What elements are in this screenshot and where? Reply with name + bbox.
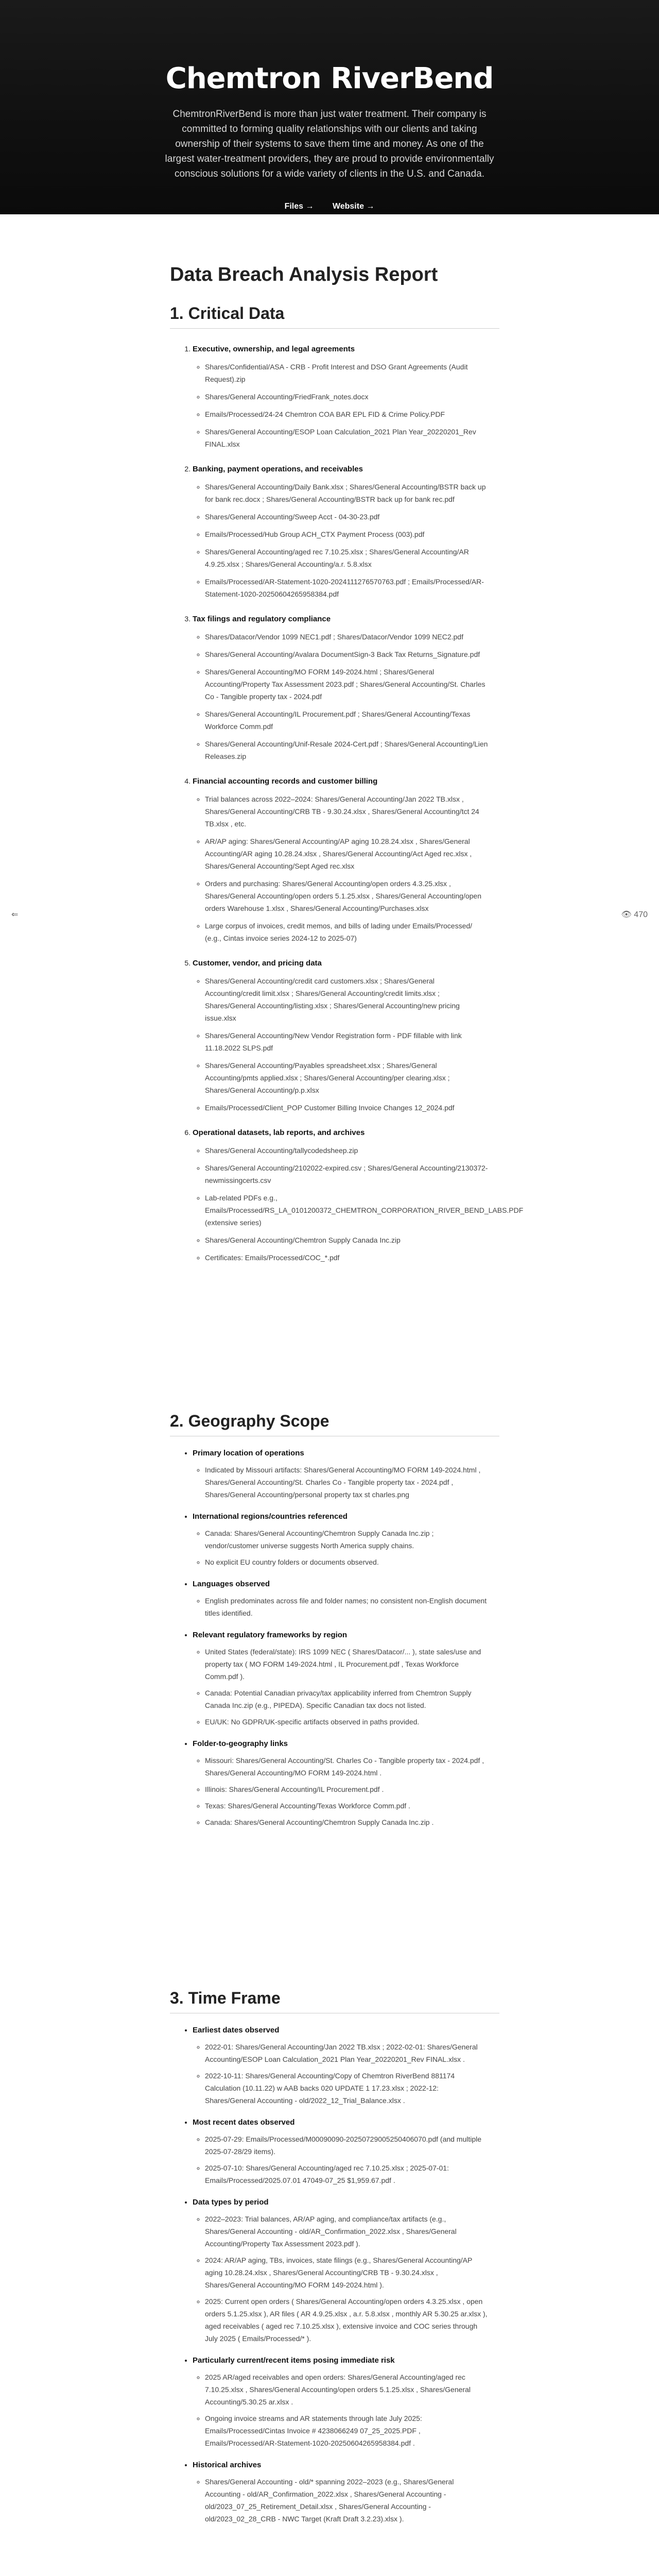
file-path-item: ◦ Shares/General Accounting/Avalara DocumentSign-3 Back Tax Returns_Signature.pdf xyxy=(205,648,489,660)
file-path-item: ◦ Missouri: Shares/General Accounting/St. Charles Co - Tangible property tax - 2024.pdf , Shares/General Accounting/MO FORM 149-2024.html . xyxy=(205,1754,489,1779)
category-heading: • Primary location of operations xyxy=(193,1449,304,1458)
file-path-item: ◦ Large corpus of invoices, credit memos, and bills of lading under Emails/Processed/ (e.g., Cintas invoice series 2024-12 to 2025-07) xyxy=(205,920,489,944)
file-path-item: ◦ Shares/General Accounting/Sweep Acct - 04-30-23.pdf xyxy=(205,511,489,523)
category-items xyxy=(193,1144,524,1264)
category-items xyxy=(193,361,489,450)
file-path-item: ◦ Emails/Processed/24-24 Chemtron COA BAR EPL FID & Crime Policy.PDF xyxy=(205,408,489,420)
file-path-item: ◦ 2025-07-29: Emails/Processed/M00090090-20250729005250406070.pdf (and multiple 2025-07-28/29 items). xyxy=(205,2133,489,2158)
file-path-item: ◦ Canada: Shares/General Accounting/Chemtron Supply Canada Inc.zip ; vendor/customer universe suggests North America supply chains. xyxy=(205,1527,489,1552)
company-description: ChemtronRiverBend is more than just water treatment. Their company is committed to forming quality relationships with our clients and taking ownership of their systems to save them time and money. As one of the largest water-treatment providers, they are proud to provide environmentally conscious solutions for a wide variety of clients in the U.S. and Canada. xyxy=(165,109,494,179)
category-heading: 2. Banking, payment operations, and receivables xyxy=(193,465,363,473)
category-item xyxy=(193,2354,489,2449)
category-items xyxy=(193,631,489,762)
file-path-item: ◦ Shares/General Accounting/Chemtron Supply Canada Inc.zip xyxy=(205,1234,489,1246)
back-arrow-icon[interactable]: ⇐ xyxy=(11,910,19,919)
category-items xyxy=(193,1646,489,1728)
category-heading: • Languages observed xyxy=(193,1580,270,1588)
category-item xyxy=(193,1447,489,1501)
category-items xyxy=(193,793,489,944)
file-path-item: ◦ 2025-07-10: Shares/General Accounting/aged rec 7.10.25.xlsx ; 2025-07-01: Emails/Processed/2025.07.01 47049-07_25 $1,959.67.pdf . xyxy=(205,2162,489,2187)
category-heading: • International regions/countries referenced xyxy=(193,1512,348,1521)
files-link[interactable]: Files → xyxy=(284,202,314,211)
file-path-item: ◦ Texas: Shares/General Accounting/Texas Workforce Comm.pdf . xyxy=(205,1800,489,1812)
file-path-item: ◦ United States (federal/state): IRS 1099 NEC ( Shares/Datacor/... ), state sales/use and property tax ( MO FORM 149-2024.html , IL Procurement.pdf , Texas Workforce Comm.pdf ). xyxy=(205,1646,489,1683)
category-items xyxy=(193,1527,489,1568)
file-path-item: ◦ Emails/Processed/Client_POP Customer Billing Invoice Changes 12_2024.pdf xyxy=(205,1101,489,1114)
geography-list xyxy=(180,1447,489,1838)
file-path-item: ◦ Indicated by Missouri artifacts: Shares/General Accounting/MO FORM 149-2024.html , Shares/General Accounting/St. Charles Co - Tangible property tax - 2024.pdf , Shares/General Accounting/personal property tax st charles.png xyxy=(205,1464,489,1501)
file-path-item: ◦ AR/AP aging: Shares/General Accounting/AP aging 10.28.24.xlsx , Shares/General Accounting/AR aging 10.28.24.xlsx , Shares/General Accounting/Act Aged rec.xlsx , Shares/General Accounting/Sept Aged rec.xlsx xyxy=(205,835,489,872)
file-path-item: ◦ Shares/Confidential/ASA - CRB - Profit Interest and DSO Grant Agreements (Audit Request).zip xyxy=(205,361,489,385)
category-item xyxy=(193,2116,489,2187)
file-path-item: ◦ Certificates: Emails/Processed/COC_*.pdf xyxy=(205,1251,489,1264)
category-items xyxy=(193,2213,489,2345)
category-items xyxy=(193,2476,489,2525)
file-path-item: ◦ Emails/Processed/AR-Statement-1020-2024111276570763.pdf ; Emails/Processed/AR-Statement-1020-20250604265958384.pdf xyxy=(205,575,489,600)
company-name: Chemtron RiverBend xyxy=(165,62,494,95)
file-path-item: ◦ Shares/General Accounting/New Vendor Registration form - PDF fillable with link 11.18.2022 SLPS.pdf xyxy=(205,1029,489,1054)
view-count: 👁 470 xyxy=(621,910,648,919)
category-item xyxy=(193,1510,489,1568)
category-item xyxy=(193,1737,489,1828)
category-item xyxy=(193,2196,489,2345)
category-heading: 4. Financial accounting records and customer billing xyxy=(193,777,378,786)
file-path-item: ◦ Shares/General Accounting/tallycodedsheep.zip xyxy=(205,1144,489,1157)
timeframe-categories xyxy=(180,2024,489,2525)
file-path-item: ◦ Shares/General Accounting/credit card customers.xlsx ; Shares/General Accounting/credit limit.xlsx ; Shares/General Accounting/credit limits.xlsx ; Shares/General Accounting/listing.xlsx ; Shares/General Accounting/new pricing issue.xlsx xyxy=(205,975,489,1024)
file-path-item: ◦ Shares/General Accounting - old/* spanning 2022–2023 (e.g., Shares/General Accounting - old/AR_Confirmation_2022.xlsx , Shares/General Accounting - old/2023_07_25_Retirement_Detail.xlsx , Shares/General Accounting - old/2023_02_28_CRB - NWC Target (Kraft Draft 3.2.23).xlsx ). xyxy=(205,2476,489,2525)
category-heading: 5. Customer, vendor, and pricing data xyxy=(193,959,322,968)
section-geography-scope: 2. Geography Scope xyxy=(170,1412,499,1436)
category-items xyxy=(193,1464,489,1501)
section-time-frame: 3. Time Frame xyxy=(170,1989,499,2013)
file-path-item: ◦ Shares/General Accounting/Daily Bank.xlsx ; Shares/General Accounting/BSTR back up for bank rec.docx ; Shares/General Accounting/BSTR back up for bank rec.pdf xyxy=(205,481,489,505)
category-items xyxy=(193,1754,489,1828)
category-item xyxy=(193,1578,489,1619)
category-heading: • Data types by period xyxy=(193,2198,269,2207)
category-item xyxy=(193,775,489,944)
file-path-item: ◦ EU/UK: No GDPR/UK-specific artifacts observed in paths provided. xyxy=(205,1716,489,1728)
category-heading: • Most recent dates observed xyxy=(193,2118,295,2127)
geography-categories xyxy=(180,1447,489,1828)
file-path-item: ◦ Trial balances across 2022–2024: Shares/General Accounting/Jan 2022 TB.xlsx , Shares/General Accounting/CRB TB - 9.30.24.xlsx , Shares/General Accounting/tct 24 TB.xlsx , etc. xyxy=(205,793,489,830)
category-items xyxy=(193,2041,489,2107)
file-path-item: ◦ Shares/General Accounting/Payables spreadsheet.xlsx ; Shares/General Accounting/pmts applied.xlsx ; Shares/General Accounting/per clearing.xlsx ; Shares/General Accounting/p.p.xlsx xyxy=(205,1059,489,1096)
file-path-item: ◦ Shares/General Accounting/IL Procurement.pdf ; Shares/General Accounting/Texas Workforce Comm.pdf xyxy=(205,708,489,733)
category-heading: 1. Executive, ownership, and legal agreements xyxy=(193,345,355,353)
category-heading: • Historical archives xyxy=(193,2461,262,2469)
file-path-item: ◦ Shares/General Accounting/aged rec 7.10.25.xlsx ; Shares/General Accounting/AR 4.9.25.xlsx ; Shares/General Accounting/a.r. 5.8.xlsx xyxy=(205,546,489,570)
file-path-item: ◦ 2022–2023: Trial balances, AR/AP aging, and compliance/tax artifacts (e.g., Shares/General Accounting - old/AR_Confirmation_2022.xlsx , Shares/General Accounting/Property Tax Assessment 2023.pdf ). xyxy=(205,2213,489,2250)
time-frame-list xyxy=(180,2024,489,2534)
file-path-item: ◦ 2025 AR/aged receivables and open orders: Shares/General Accounting/aged rec 7.10.25.xlsx , Shares/General Accounting/open orders 5.1.25.xlsx , Shares/General Accounting/5.30.25 ar.xlsx . xyxy=(205,2371,489,2408)
category-item xyxy=(193,1629,489,1728)
critical-data-list xyxy=(180,343,524,1276)
category-heading: • Folder-to-geography links xyxy=(193,1739,288,1748)
file-path-item: ◦ Ongoing invoice streams and AR statements through late July 2025: Emails/Processed/Cintas Invoice # 4238066249 07_25_2025.PDF , Emails/Processed/AR-Statement-1020-20250604265958384.pdf . xyxy=(205,2412,489,2449)
file-path-item: ◦ Canada: Shares/General Accounting/Chemtron Supply Canada Inc.zip . xyxy=(205,1816,489,1828)
category-item xyxy=(193,1126,524,1264)
critical-categories xyxy=(180,343,524,1264)
category-heading: 3. Tax filings and regulatory compliance xyxy=(193,615,331,623)
category-items xyxy=(193,2133,489,2187)
file-path-item: ◦ Shares/General Accounting/ESOP Loan Calculation_2021 Plan Year_20220201_Rev FINAL.xlsx xyxy=(205,426,489,450)
category-heading: • Earliest dates observed xyxy=(193,2026,280,2035)
category-item xyxy=(193,463,489,600)
file-path-item: ◦ Shares/General Accounting/MO FORM 149-2024.html ; Shares/General Accounting/Property Tax Assessment 2023.pdf ; Shares/General Accounting/St. Charles Co - Tangible property tax - 2024.pdf xyxy=(205,666,489,703)
category-item xyxy=(193,2459,489,2525)
report-title: Data Breach Analysis Report xyxy=(170,264,438,285)
file-path-item: ◦ 2025: Current open orders ( Shares/General Accounting/open orders 4.3.25.xlsx , open orders 5.1.25.xlsx ), AR files ( AR 4.9.25.xlsx , a.r. 5.8.xlsx , monthly AR 5.30.25 ar.xlsx ), aged receivables ( aged rec 7.10.25.xlsx ), extensive invoice and COC series through July 2025 ( Emails/Processed/* ). xyxy=(205,2295,489,2345)
category-item xyxy=(193,957,489,1114)
file-path-item: ◦ English predominates across file and folder names; no consistent non-English document titles identified. xyxy=(205,1595,489,1619)
file-path-item: ◦ Lab-related PDFs e.g., Emails/Processed/RS_LA_0101200372_CHEMTRON_CORPORATION_RIVER_BEND_LABS.PDF (extensive series) xyxy=(205,1192,489,1229)
category-item xyxy=(193,2024,489,2107)
file-path-item: ◦ Shares/General Accounting/FriedFrank_notes.docx xyxy=(205,391,489,403)
file-path-item: ◦ Shares/Datacor/Vendor 1099 NEC1.pdf ; Shares/Datacor/Vendor 1099 NEC2.pdf xyxy=(205,631,489,643)
section-critical-data: 1. Critical Data xyxy=(170,304,499,329)
category-heading: 6. Operational datasets, lab reports, and archives xyxy=(193,1128,365,1137)
file-path-item: ◦ Emails/Processed/Hub Group ACH_CTX Payment Process (003).pdf xyxy=(205,528,489,540)
category-heading: • Particularly current/recent items posing immediate risk xyxy=(193,2356,395,2365)
hero-banner xyxy=(0,0,659,214)
category-items xyxy=(193,481,489,600)
file-path-item: ◦ Orders and purchasing: Shares/General Accounting/open orders 4.3.25.xlsx , Shares/General Accounting/open orders 5.1.25.xlsx , Shares/General Accounting/open orders Warehouse 1.xlsx , Shares/General Accounting/Purchases.xlsx xyxy=(205,877,489,914)
category-items xyxy=(193,2371,489,2449)
website-link[interactable]: Website → xyxy=(332,202,375,211)
file-path-item: ◦ Illinois: Shares/General Accounting/IL Procurement.pdf . xyxy=(205,1783,489,1795)
file-path-item: ◦ Shares/General Accounting/Unif-Resale 2024-Cert.pdf ; Shares/General Accounting/Lien Releases.zip xyxy=(205,738,489,762)
file-path-item: ◦ No explicit EU country folders or documents observed. xyxy=(205,1556,489,1568)
hero-links xyxy=(0,202,659,211)
file-path-item: ◦ 2024: AR/AP aging, TBs, invoices, state filings (e.g., Shares/General Accounting/AP aging 10.28.24.xlsx , Shares/General Accounting/CRB TB - 9.30.24.xlsx , Shares/General Accounting/MO FORM 149-2024.html ). xyxy=(205,2254,489,2291)
category-item xyxy=(193,343,489,450)
file-path-item: ◦ Canada: Potential Canadian privacy/tax applicability inferred from Chemtron Supply Canada Inc.zip (e.g., PIPEDA). Specific Canadian tax docs not listed. xyxy=(205,1687,489,1711)
file-path-item: ◦ 2022-10-11: Shares/General Accounting/Copy of Chemtron RiverBend 881174 Calculation (10.11.22) w AAB backs 020 UPDATE 1 17.23.xlsx ; 2022-12: Shares/General Accounting - old/2022_12_Trial_Balance.xlsx . xyxy=(205,2070,489,2107)
category-items xyxy=(193,975,489,1114)
file-path-item: ◦ 2022-01: Shares/General Accounting/Jan 2022 TB.xlsx ; 2022-02-01: Shares/General Accounting/ESOP Loan Calculation_2021 Plan Year_20220201_Rev FINAL.xlsx . xyxy=(205,2041,489,2065)
category-item xyxy=(193,613,489,762)
file-path-item: ◦ Shares/General Accounting/2102022-expired.csv ; Shares/General Accounting/2130372-newmissingcerts.csv xyxy=(205,1162,489,1187)
category-items xyxy=(193,1595,489,1619)
category-heading: • Relevant regulatory frameworks by region xyxy=(193,1631,348,1639)
